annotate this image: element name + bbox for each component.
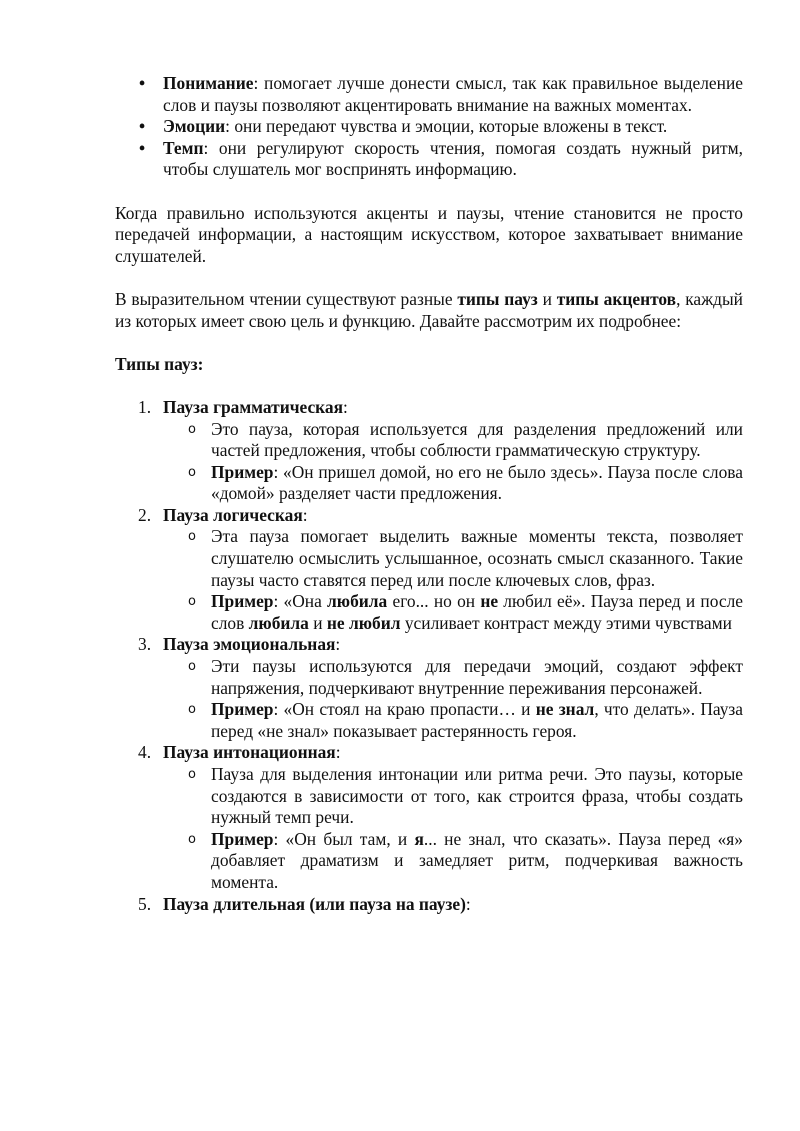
paragraph-bold: типы пауз xyxy=(457,288,538,309)
sub-item xyxy=(163,419,743,462)
circle-bullet-icon: o xyxy=(188,767,196,782)
item-number: 2. xyxy=(138,504,152,525)
sub-item xyxy=(163,699,743,742)
bullet-text: : помогает лучше донести смысл, так как правильное выделение слов и паузы позволяют акцентировать внимание на важных моментах. xyxy=(163,73,743,115)
list-item xyxy=(115,505,743,635)
item-title: Пауза логическая xyxy=(163,504,303,525)
paragraph xyxy=(115,289,743,332)
example-text: его... но он xyxy=(387,591,481,612)
example-label: Пример xyxy=(211,699,274,720)
bullet-icon: • xyxy=(139,116,146,137)
document-content xyxy=(115,73,743,915)
list-item xyxy=(115,116,743,138)
example-text: не xyxy=(480,591,499,612)
bullet-text: : они передают чувства и эмоции, которые вложены в текст. xyxy=(225,116,668,137)
circle-bullet-icon: o xyxy=(188,702,196,718)
example-text: я xyxy=(414,828,424,849)
item-title: Пауза эмоциональная xyxy=(163,634,336,655)
item-number: 1. xyxy=(138,396,152,417)
example-text: , что делать». Пауза перед «не знал» показывает растерянность героя. xyxy=(211,699,743,741)
bullet-term: Темп xyxy=(163,137,204,158)
paragraph-text: В выразительном чтении существуют разные xyxy=(115,288,458,309)
paragraph-text: , каждый из которых имеет свою цель и функцию. Давайте рассмотрим их подробнее: xyxy=(115,288,743,331)
list-item xyxy=(115,138,743,181)
example-text: ... не знал, что сказать». Пауза перед «я» добавляет драматизм и замедляет ритм, подчеркивая важность момента. xyxy=(211,828,743,892)
example-text: любила xyxy=(248,612,309,633)
list-item xyxy=(115,894,743,916)
circle-bullet-icon: o xyxy=(188,659,196,675)
list-item xyxy=(115,397,743,505)
item-colon: : xyxy=(335,742,341,763)
item-description: Пауза для выделения интонации или ритма речи. Это паузы, которые создаются в зависимости от того, как строится фраза, чтобы создать нужный темп речи. xyxy=(211,764,743,828)
circle-bullet-icon: o xyxy=(188,594,196,610)
bullet-list xyxy=(115,73,743,181)
example-text: : «Она xyxy=(273,591,328,612)
item-colon: : xyxy=(335,634,341,655)
item-colon: : xyxy=(343,396,348,417)
example-text: любила xyxy=(327,591,388,612)
example-text: не любил xyxy=(326,612,401,633)
sub-list xyxy=(163,526,743,634)
example-label: Пример xyxy=(211,591,274,612)
circle-bullet-icon: o xyxy=(188,529,196,545)
circle-bullet-icon: o xyxy=(188,831,196,847)
example-text: : «Он пришел домой, но его не было здесь». Пауза после слова «домой» разделяет части предложения. xyxy=(211,461,743,504)
sub-item xyxy=(163,526,743,591)
bullet-text: : они регулируют скорость чтения, помогая создать нужный ритм, чтобы слушатель мог воспринять информацию. xyxy=(163,137,743,180)
item-title: Пауза грамматическая xyxy=(163,396,344,417)
sub-list xyxy=(163,419,743,505)
example-text: : «Он стоял на краю пропасти… и xyxy=(273,699,536,720)
example-text: и xyxy=(308,612,327,633)
numbered-list xyxy=(115,397,743,915)
circle-bullet-icon: o xyxy=(188,464,196,480)
item-number: 4. xyxy=(138,742,152,763)
bullet-icon: • xyxy=(139,73,146,93)
list-item xyxy=(115,742,743,893)
sub-item xyxy=(163,591,743,634)
bullet-term: Понимание xyxy=(163,73,254,93)
item-title: Пауза интонационная xyxy=(163,742,336,763)
list-item xyxy=(115,73,743,116)
paragraph: Когда правильно используются акценты и паузы, чтение становится не просто передачей информации, а настоящим искусством, которое захватывает внимание слушателей. xyxy=(115,202,743,266)
item-colon: : xyxy=(465,893,471,914)
sub-list xyxy=(163,764,743,894)
example-text: : «Он был там, и xyxy=(273,828,415,849)
example-label: Пример xyxy=(211,461,274,482)
list-item xyxy=(115,634,743,742)
bullet-term: Эмоции xyxy=(163,116,226,137)
example-text: любил её». Пауза перед и после слов xyxy=(211,591,743,633)
section-heading: Типы пауз: xyxy=(115,353,204,374)
item-number: 3. xyxy=(138,634,152,655)
sub-item xyxy=(163,462,743,505)
item-description: Это пауза, которая используется для разделения предложений или частей предложения, чтобы соблюсти грамматическую структуру. xyxy=(211,418,743,461)
example-text: усиливает контраст между этими чувствами xyxy=(400,612,732,633)
sub-list xyxy=(163,656,743,742)
example-label: Пример xyxy=(211,828,274,849)
item-number: 5. xyxy=(138,893,152,914)
bullet-icon: • xyxy=(139,137,146,158)
paragraph-bold: типы акцентов xyxy=(556,288,677,309)
item-description: Эти паузы используются для передачи эмоций, создают эффект напряжения, подчеркивают внутренние переживания персонажей. xyxy=(211,656,743,698)
sub-item xyxy=(163,764,743,829)
example-text: не знал xyxy=(535,699,595,720)
sub-item xyxy=(163,829,743,894)
item-colon: : xyxy=(302,504,308,525)
item-title: Пауза длительная (или пауза на паузе) xyxy=(163,893,466,914)
item-description: Эта пауза помогает выделить важные моменты текста, позволяет слушателю осмыслить услышанное, осознать смысл сказанного. Такие паузы часто ставятся перед или после ключевых слов, фраз. xyxy=(211,526,743,590)
sub-item xyxy=(163,656,743,699)
circle-bullet-icon: o xyxy=(188,421,196,437)
paragraph-text: и xyxy=(537,288,557,309)
